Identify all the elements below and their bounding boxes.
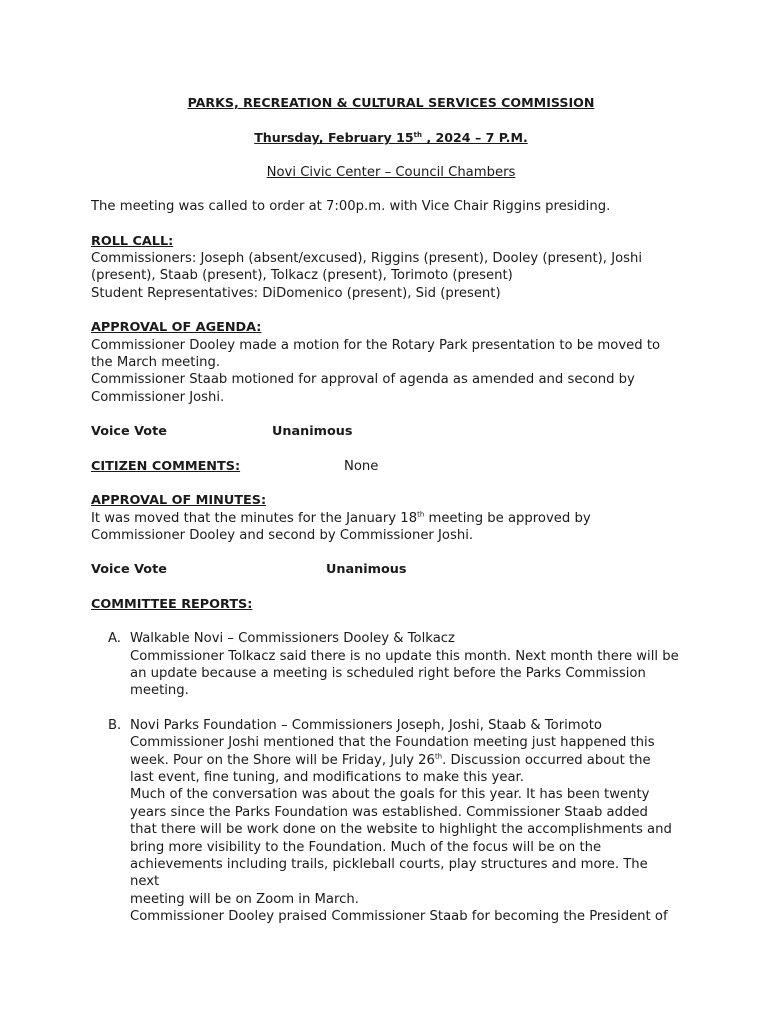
intro-paragraph: The meeting was called to order at 7:00p.m. with Vice Chair Riggins presiding. bbox=[91, 199, 611, 215]
report-a-line: meeting. bbox=[130, 683, 189, 699]
minutes-document bbox=[91, 94, 691, 926]
report-b-line: Novi Parks Foundation – Commissioners Joseph, Joshi, Staab & Torimoto bbox=[130, 717, 602, 733]
report-b-line: week. Pour on the Shore will be Friday, July 26th. Discussion occurred about the bbox=[130, 752, 651, 768]
report-b-line: meeting will be on Zoom in March. bbox=[130, 891, 359, 907]
minutes-heading: APPROVAL OF MINUTES: bbox=[91, 493, 267, 509]
report-b-line: bring more visibility to the Foundation. Much of the focus will be on the bbox=[130, 839, 602, 855]
report-b-line: Commissioner Joshi mentioned that the Foundation meeting just happened this bbox=[130, 735, 655, 751]
agenda-line-2: the March meeting. bbox=[91, 355, 221, 371]
report-a-line: Commissioner Tolkacz said there is no update this month. Next month there will be bbox=[130, 648, 679, 664]
report-b-line: Commissioner Dooley praised Commissioner Staab for becoming the President of bbox=[130, 909, 668, 925]
agenda-vote bbox=[91, 423, 691, 440]
committee-report-list bbox=[91, 630, 691, 926]
agenda-vote-label: Voice Vote bbox=[91, 424, 167, 440]
report-a-line: an update because a meeting is scheduled right before the Parks Commission bbox=[130, 665, 646, 681]
report-b-line: achievements including trails, pickleball courts, play structures and more. The next bbox=[130, 857, 648, 890]
minutes-vote bbox=[91, 561, 691, 578]
report-b-line: that there will be work done on the website to highlight the accomplishments and bbox=[130, 822, 672, 838]
agenda-line-4: Commissioner Joshi. bbox=[91, 389, 225, 405]
report-b-line: last event, fine tuning, and modifications to make this year. bbox=[130, 769, 524, 785]
roll-call-commissioners-line-1: Commissioners: Joseph (absent/excused), Riggins (present), Dooley (present), Joshi bbox=[91, 251, 643, 267]
agenda-line-1: Commissioner Dooley made a motion for the Rotary Park presentation to be moved to bbox=[91, 337, 661, 353]
meeting-date: Thursday, February 15th , 2024 – 7 P.M. bbox=[254, 130, 528, 146]
meeting-location: Novi Civic Center – Council Chambers bbox=[266, 164, 516, 180]
document-title: PARKS, RECREATION & CULTURAL SERVICES COMMISSION bbox=[187, 95, 595, 110]
agenda-heading: APPROVAL OF AGENDA: bbox=[91, 320, 262, 336]
roll-call-students: Student Representatives: DiDomenico (present), Sid (present) bbox=[91, 285, 501, 301]
citizen-comments bbox=[91, 458, 691, 475]
report-b-line: years since the Parks Foundation was established. Commissioner Staab added bbox=[130, 804, 648, 820]
minutes-line-2: Commissioner Dooley and second by Commissioner Joshi. bbox=[91, 527, 474, 543]
report-b-line: Much of the conversation was about the goals for this year. It has been twenty bbox=[130, 787, 650, 803]
minutes-line-1: It was moved that the minutes for the January 18th meeting be approved by bbox=[91, 510, 591, 526]
citizen-comments-heading: CITIZEN COMMENTS: bbox=[91, 458, 241, 474]
citizen-comments-value: None bbox=[344, 458, 379, 474]
report-a-line: Walkable Novi – Commissioners Dooley & Tolkacz bbox=[130, 631, 455, 647]
committee-reports-heading: COMMITTEE REPORTS: bbox=[91, 596, 253, 612]
minutes-vote-value: Unanimous bbox=[326, 562, 407, 578]
committee-report-item-a bbox=[91, 630, 681, 700]
agenda-line-3: Commissioner Staab motioned for approval of agenda as amended and second by bbox=[91, 372, 635, 388]
agenda-vote-value: Unanimous bbox=[272, 424, 353, 440]
roll-call-heading: ROLL CALL: bbox=[91, 233, 174, 249]
list-marker: A. bbox=[108, 631, 121, 647]
minutes-vote-label: Voice Vote bbox=[91, 562, 167, 578]
list-marker: B. bbox=[108, 717, 122, 733]
committee-report-item-b bbox=[91, 717, 681, 926]
roll-call-commissioners-line-2: (present), Staab (present), Tolkacz (present), Torimoto (present) bbox=[91, 268, 513, 284]
